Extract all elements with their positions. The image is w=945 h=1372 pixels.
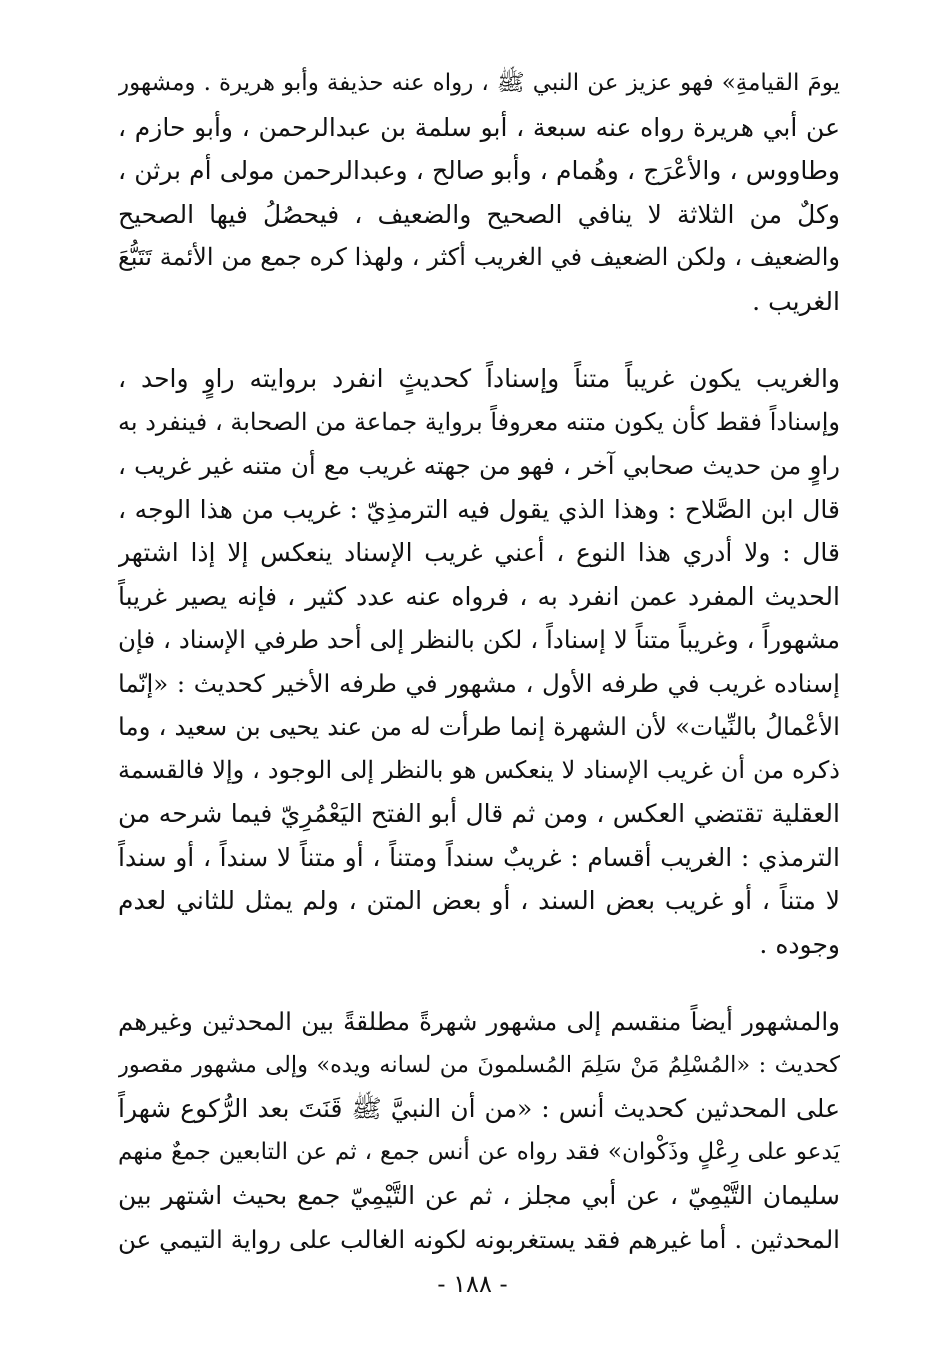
document-page: [118, 62, 840, 1261]
paragraph-1: [118, 62, 840, 323]
text-line: عن أبي هريرة رواه عنه سبعة ، أبو سلمة بن عبدالرحمن ، وأبو حازم ،: [118, 112, 840, 142]
text-line: على المحدثين كحديث أنس : «من أن النبيَّ ﷺ قَنَتَ بعد الرُّكوع شهراً: [118, 1094, 840, 1123]
text-line: والغريب يكون غريباً متناً وإسناداً كحديثٍ انفرد بروايته راوٍ واحد ،: [118, 364, 840, 393]
paragraph-gap: [118, 966, 840, 1000]
text-line: سليمان التَّيْمِيّ ، عن أبي مجلز ، ثم عن التَّيْمِيّ جمع بحيث اشتهر بين: [118, 1181, 840, 1210]
text-line: وإسناداً فقط كأن يكون متنه معروفاً برواية جماعة من الصحابة ، فينفرد به: [118, 407, 840, 436]
page-number: - ١٨٨ -: [437, 1270, 508, 1298]
text-line: وطاووس ، والأعْرَج ، وهُمام ، وأبو صالح ، وعبدالرحمن مولى أم برثن ،: [118, 156, 840, 185]
text-line: العقلية تقتضي العكس ، ومن ثم قال أبو الفتح اليَعْمُرِيّ فيما شرحه من: [118, 799, 840, 828]
paragraph-gap: [118, 323, 840, 357]
text-line: الغريب .: [752, 286, 840, 316]
text-line: قال ابن الصَّلاح : وهذا الذي يقول فيه الترمذِيّ : غريب من هذا الوجه ،: [118, 494, 840, 524]
text-line: وكلٌ من الثلاثة لا ينافي الصحيح والضعيف ، فيحصُلُ فيها الصحيح: [118, 199, 840, 229]
text-line: وجوده .: [759, 929, 840, 959]
text-line: قال : ولا أدري هذا النوع ، أعني غريب الإسناد ينعكس إلا إذا اشتهر: [118, 538, 840, 567]
text-line: يَدعو على رِعْلٍ وذَكْوان» فقد رواه عن أنس جمع ، ثم عن التابعين جمعٌ منهم: [118, 1138, 840, 1165]
paragraph-2: [118, 357, 840, 966]
paragraph-3: [118, 1000, 840, 1261]
text-line: لا متناً ، أو غريب بعض السند ، أو بعض المتن ، ولم يمثل للثاني لعدم: [118, 886, 840, 915]
text-line: والمشهور أيضاً منقسم إلى مشهور شهرةً مطلقةً بين المحدثين وغيرهم: [118, 1007, 840, 1036]
text-line: مشهوراً ، وغريباً متناً لا إسناداً ، لكن بالنظر إلى أحد طرفي الإسناد ، فإن: [118, 625, 840, 654]
text-line: راوٍ من حديث صحابي آخر ، فهو من جهته غريب مع أن متنه غير غريب ،: [118, 451, 840, 480]
text-line: المحدثين . أما غيرهم فقد يستغربونه لكونه الغالب على رواية التيمي عن: [118, 1224, 840, 1254]
text-line: والضعيف ، ولكن الضعيف في الغريب أكثر ، ولهذا كره جمع من الأئمة تَتَبُّعَ: [118, 243, 840, 271]
text-line: يومَ القيامةِ» فهو عزيز عن النبي ﷺ ، رواه عنه حذيفة وأبو هريرة . ومشهور: [118, 70, 840, 96]
text-line: الأعْمالُ بالنِّيات» لأن الشهرة إنما طرأت له من عند يحيى بن سعيد ، وما: [118, 712, 840, 741]
text-line: إسناده غريب في طرفه الأول ، مشهور في طرفه الأخير كحديث : «إنّما: [118, 668, 840, 698]
text-line: الحديث المفرد عمن انفرد به ، فرواه عنه عدد كثير ، فإنه يصير غريباً: [118, 581, 840, 611]
text-line: ذكره من أن غريب الإسناد لا ينعكس هو بالنظر إلى الوجود ، وإلا فالقسمة: [118, 755, 840, 784]
text-line: كحديث : «المُسْلِمُ مَنْ سَلِمَ المُسلمونَ من لسانه ويده» وإلى مشهور مقصور: [118, 1051, 840, 1078]
text-line: الترمذي : الغريب أقسام : غريبٌ سنداً ومتناً ، أو متناً لا سنداً ، أو سنداً: [118, 842, 840, 872]
